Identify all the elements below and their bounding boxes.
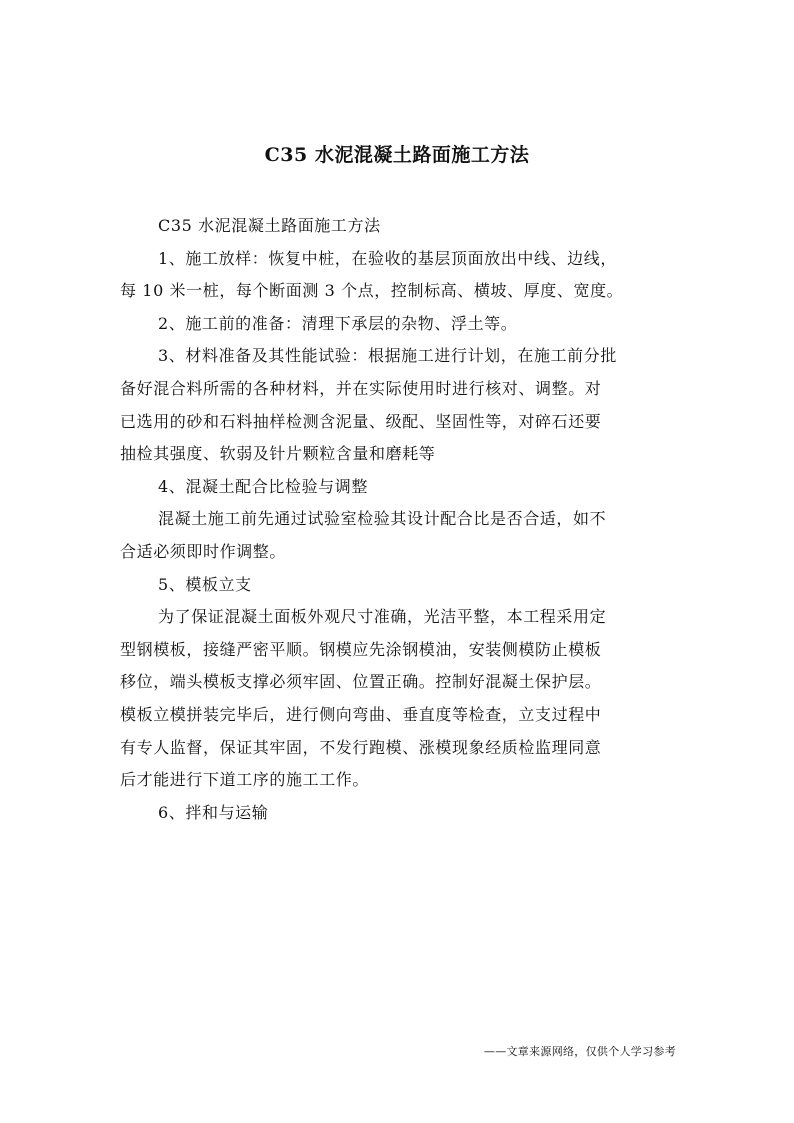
text-line: 5、模板立支 xyxy=(158,574,252,594)
text-line: 移位，端头模板支撑必须牢固、位置正确。控制好混凝土保护层。 xyxy=(120,672,602,692)
paragraph xyxy=(120,471,675,504)
text-line: 4、混凝土配合比检验与调整 xyxy=(158,476,368,496)
paragraph xyxy=(120,569,675,602)
document-title: C35 水泥混凝土路面施工方法 xyxy=(264,144,530,166)
text-line: 合适必须即时作调整。 xyxy=(120,541,287,561)
text-line: 已选用的砂和石料抽样检测含泥量、级配、坚固性等，对碎石还要 xyxy=(120,411,602,431)
text-line: 型钢模板，接缝严密平顺。钢模应先涂钢模油，安装侧模防止模板 xyxy=(120,639,602,659)
text-line: 后才能进行下道工序的施工工作。 xyxy=(120,770,370,790)
paragraph xyxy=(120,308,675,341)
paragraph xyxy=(120,340,675,470)
text-line: 为了保证混凝土面板外观尺寸准确，光洁平整，本工程采用定 xyxy=(158,607,607,627)
paragraph xyxy=(120,503,675,568)
text-line: 2、施工前的准备：清理下承层的杂物、浮土等。 xyxy=(158,313,518,333)
text-line: 每 10 米一桩，每个断面测 3 个点，控制标高、横坡、厚度、宽度。 xyxy=(120,281,624,301)
text-line: 6、拌和与运输 xyxy=(158,802,269,822)
text-line: 1、施工放样：恢复中桩，在验收的基层顶面放出中线、边线， xyxy=(158,248,617,268)
text-line: 备好混合料所需的各种材料，并在实际使用时进行核对、调整。对 xyxy=(120,378,602,398)
paragraph xyxy=(120,243,675,308)
paragraph xyxy=(120,797,675,830)
paragraph xyxy=(120,601,675,797)
paragraph xyxy=(120,210,675,243)
source-footer: ——文章来源网络，仅供个人学习参考 xyxy=(483,1045,676,1058)
text-line: 3、材料准备及其性能试验：根据施工进行计划，在施工前分批 xyxy=(158,346,617,366)
document-body xyxy=(120,210,675,829)
text-line: C35 水泥混凝土路面施工方法 xyxy=(158,216,381,235)
text-line: 混凝土施工前先通过试验室检验其设计配合比是否合适，如不 xyxy=(158,509,607,529)
text-line: 有专人监督，保证其牢固，不发行跑模、涨模现象经质检监理同意 xyxy=(120,737,602,757)
text-line: 模板立模拼装完毕后，进行侧向弯曲、垂直度等检查，立支过程中 xyxy=(120,704,602,724)
text-line: 抽检其强度、软弱及针片颗粒含量和磨耗等 xyxy=(120,444,436,464)
